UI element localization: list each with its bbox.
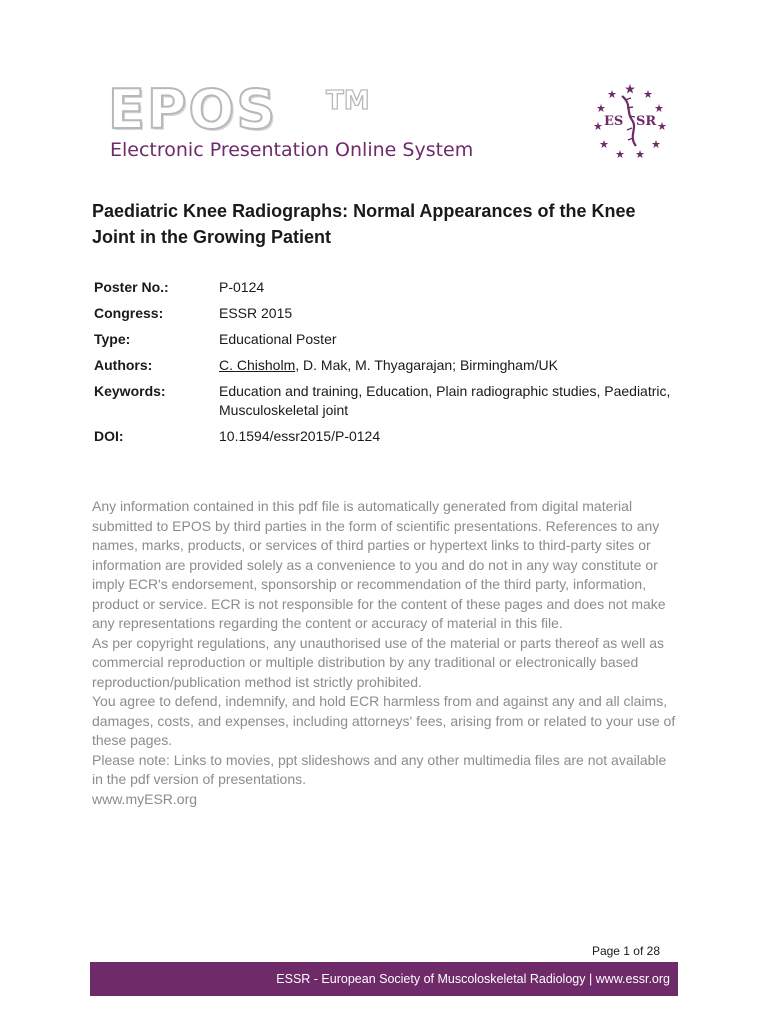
- footer-bar: [90, 962, 678, 996]
- disclaimer-paragraph: As per copyright regulations, any unauthorised use of the material or parts thereof as well as commercial reproduction or multiple distribution by any traditional or electronically based reproduction/publication method ist strictly prohibited.: [92, 634, 664, 690]
- meta-row-keywords: [94, 382, 674, 420]
- meta-label: Authors:: [94, 357, 153, 373]
- epos-logo: [108, 78, 474, 170]
- meta-row-authors: [94, 356, 674, 375]
- keywords-value: Education and training, Education, Plain radiographic studies, Paediatric, Musculoskeletal joint: [219, 383, 671, 418]
- disclaimer-text: [92, 497, 677, 809]
- poster-metadata: [94, 278, 674, 453]
- page-number: Page 1 of 28: [591, 944, 660, 958]
- type-value: Educational Poster: [219, 331, 337, 347]
- meta-row-congress: [94, 304, 674, 323]
- meta-row-poster-no: [94, 278, 674, 297]
- poster-number: P-0124: [219, 279, 265, 295]
- essr-logo-text-right: SR: [636, 114, 657, 129]
- document-title: Paediatric Knee Radiographs: Normal Appearances of the Knee Joint in the Growing Patient: [92, 201, 636, 247]
- doi-value: 10.1594/essr2015/P-0124: [219, 428, 381, 444]
- epos-logo-trademark: TM: [326, 86, 370, 116]
- disclaimer-paragraph: You agree to defend, indemnify, and hold ECR harmless from and against any and all claims, damages, costs, and expenses, including attorneys' fees, arising from or related to your use of these pages.: [92, 693, 676, 748]
- disclaimer-paragraph: Any information contained in this pdf file is automatically generated from digital material submitted to EPOS by third parties in the form of scientific presentations. References to any names, marks, products, or services of third parties or hypertext links to third-party sites or information are provided solely as a convenience to you and do not in any way constitute or imply ECR's endorsement, sponsorship or recommendation of the third party, information, product or service. ECR is not responsible for the content of these pages and does not make any representations regarding the content or accuracy of material in this file.: [92, 498, 666, 631]
- meta-row-doi: [94, 427, 674, 446]
- footer-text: ESSR - European Society of Muscoloskeletal Radiology | www.essr.org: [276, 972, 670, 986]
- epos-logo-word: EPOS: [108, 78, 278, 141]
- meta-label: DOI:: [94, 428, 124, 444]
- epos-logo-subtitle: Electronic Presentation Online System: [110, 139, 474, 161]
- meta-label: Keywords:: [94, 383, 166, 399]
- essr-logo-text-left: ES: [604, 114, 624, 129]
- congress-value: ESSR 2015: [219, 305, 293, 321]
- first-author: C. Chisholm: [219, 357, 296, 373]
- meta-label: Congress:: [94, 305, 164, 321]
- authors-value: [219, 356, 674, 375]
- disclaimer-link: www.myESR.org: [92, 790, 198, 807]
- meta-row-type: [94, 330, 674, 349]
- other-authors: , D. Mak, M. Thyagarajan; Birmingham/UK: [295, 357, 558, 373]
- meta-label: Type:: [94, 331, 131, 347]
- meta-label: Poster No.:: [94, 279, 169, 295]
- essr-logo: [592, 82, 668, 160]
- disclaimer-paragraph: Please note: Links to movies, ppt slideshows and any other multimedia files are not available in the pdf version of presentations.: [92, 751, 667, 787]
